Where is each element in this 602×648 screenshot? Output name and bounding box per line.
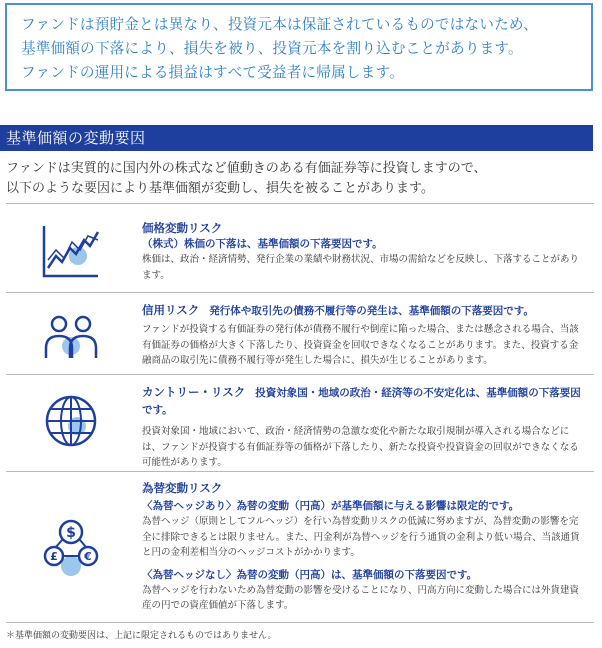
- section-intro: [6, 159, 596, 199]
- risk-subtitle: 発行体や取引先の債務不履行等の発生は、基準価額の下落要因です。: [209, 305, 534, 317]
- risk-subtitle: 投資対象国・地域の政治・経済等の不安定化は、基準価額の下落要因です。: [142, 387, 581, 416]
- svg-text:£: £: [50, 550, 58, 563]
- risk-body: 投資対象国・地域において、政治・経済情勢の急激な変化や新たな取引規制が導入される場合などには、ファンドが投資する有価証券等の価格が下落したり、新たな投資や投資資金の回収ができなくなる可能性があります。: [142, 426, 579, 468]
- intro-line: 以下のような要因により基準価額が変動し、損失を被ることがあります。: [6, 181, 434, 196]
- risk-body: ファンドが投資する有価証券の発行体が債務不履行や倒産に陥った場合、または懸念される場合、当該有価証券の価格が大きく下落したり、投資資金を回収できなくなることがあります。また、投資する金融商品の取引先に債務不履行等が発生した場合に、損失が生じることがあります。: [142, 324, 579, 366]
- section-header: 基準価額の変動要因: [0, 125, 593, 151]
- svg-text:$: $: [66, 525, 76, 541]
- people-icon: [40, 308, 102, 370]
- risk-body: 株価は、政治・経済情勢、発行企業の業績や財務状況、市場の需給などを反映し、下落することがあります。: [142, 254, 580, 281]
- risk-title: 信用リスク: [142, 303, 200, 317]
- risk-title-row: [142, 384, 587, 418]
- risk-body: 為替ヘッジを行わないため為替変動の影響を受けることになり、円高方向に変動した場合には外貨建資産の円での資産価値が下落します。: [142, 584, 580, 611]
- disclaimer-line: ファンドは預貯金とは異なり、投資元本は保証されているものではないため、: [21, 16, 538, 33]
- chart-icon: [40, 220, 102, 282]
- risk-headline: （株式）株価の下落は、基準価額の下落要因です。: [142, 238, 383, 250]
- globe-icon: [40, 390, 102, 452]
- risk-title: 価格変動リスク: [142, 221, 223, 235]
- risk-title: カントリー・リスク: [142, 385, 246, 399]
- risk-body: 為替ヘッジ（原則としてフルヘッジ）を行い為替変動リスクの低減に努めますが、為替変動の影響を完全に排除できるとは限りません。また、円金利が為替ヘッジを行う通貨の金利より低い場合、当該通貨と円の金利差相当分のヘッジコストがかかります。: [142, 516, 580, 558]
- divider: [6, 203, 594, 204]
- svg-text:€: €: [84, 550, 92, 563]
- disclaimer-box: [5, 3, 593, 91]
- intro-line: ファンドは実質的に国内外の株式など値動きのある有価証券等に投資しますので、: [6, 161, 487, 176]
- divider: [6, 292, 594, 293]
- footnote: ＊基準価額の変動要因は、上記に限定されるものではありません。: [6, 631, 277, 641]
- currency-icon: [40, 514, 102, 604]
- risk-title: 為替変動リスク: [142, 481, 223, 495]
- risk-title-row: [142, 302, 587, 319]
- risk-headline: 〈為替ヘッジなし〉為替の変動（円高）は、基準価額の下落要因です。: [142, 568, 478, 581]
- divider: [6, 471, 594, 472]
- risk-headline: 〈為替ヘッジあり〉為替の変動（円高）が基準価額に与える影響は限定的です。: [142, 500, 520, 512]
- disclaimer-line: 基準価額の下落により、損失を被り、投資元本を割り込むことがあります。: [21, 40, 523, 57]
- disclaimer-line: ファンドの運用による損益はすべて受益者に帰属します。: [21, 64, 404, 81]
- divider: [6, 374, 594, 375]
- divider: [6, 622, 594, 623]
